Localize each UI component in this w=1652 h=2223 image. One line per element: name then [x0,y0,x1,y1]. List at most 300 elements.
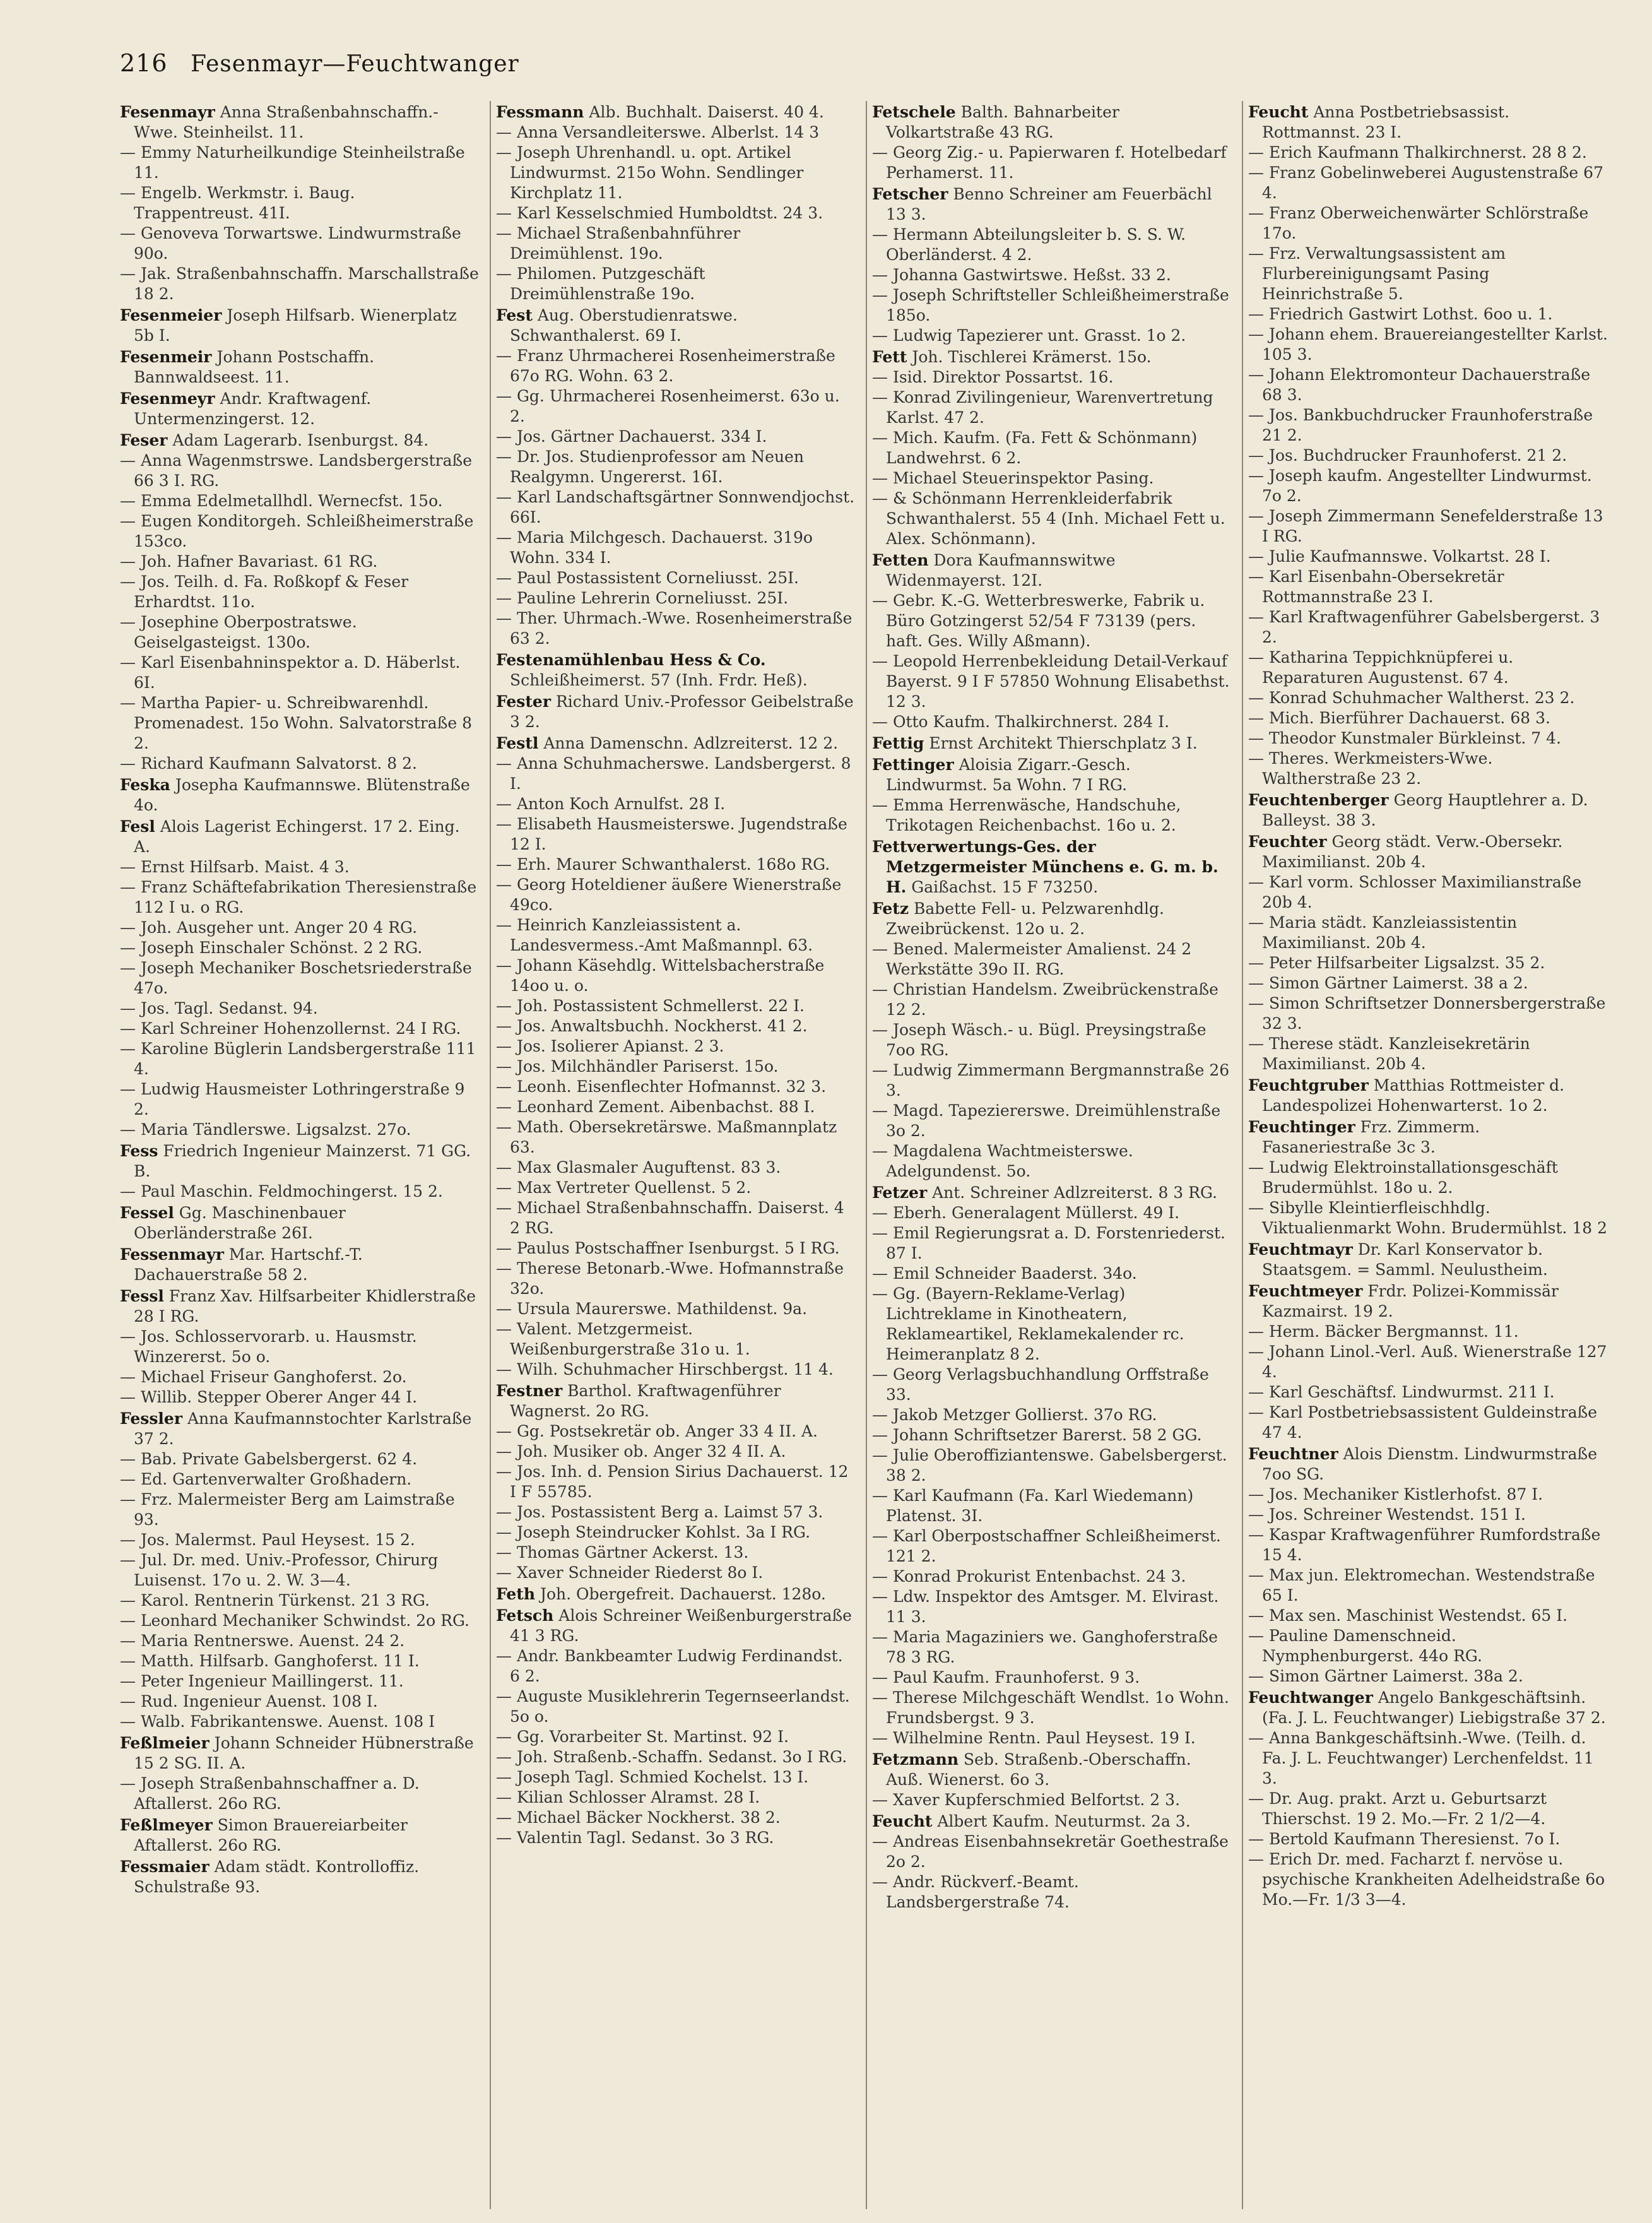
directory-entry [1248,1342,1608,1382]
entry-text: — Simon Schriftsetzer Donnersbergerstraße 32 3. [1248,994,1606,1033]
entry-text: — Erich Kaufmann Thalkirchnerst. 28 8 2. [1248,143,1587,162]
directory-entry [496,1646,856,1687]
entry-text: Alois Lagerist Echingerst. 17 2. Eing. A. [134,817,460,856]
entry-text: Matthias Rottmeister d. Landespolizei Hohenwarterst. 1o 2. [1262,1076,1565,1115]
directory-columns [120,101,1652,2209]
entry-text: — Jos. Teilh. d. Fa. Roßkopf & Feser Erhardtst. 11o. [120,572,409,611]
entry-text: — Joh. Musiker ob. Anger 32 4 II. A. [496,1442,786,1461]
directory-entry [120,1490,480,1530]
directory-entry [1248,1525,1608,1565]
entry-text: — Joh. Ausgeher unt. Anger 20 4 RG. [120,918,418,937]
directory-entry [120,1651,480,1671]
directory-entry [120,693,480,754]
entry-text: — Jos. Mechaniker Kistlerhofst. 87 I. [1248,1485,1543,1503]
directory-entry [496,692,856,732]
entry-text: — Heinrich Kanzleiassistent a. Landesvermess.-Amt Maßmannpl. 63. [496,916,813,954]
surname-heading: Fester [496,692,551,711]
directory-entry [120,999,480,1019]
directory-entry [1248,607,1608,648]
directory-entry [120,877,480,918]
entry-text: — Auguste Musiklehrerin Tegernseerlandst. 5o o. [496,1687,850,1726]
entry-text: — Max jun. Elektromechan. Westendstraße 65 I. [1248,1566,1595,1604]
directory-entry [1248,567,1608,607]
entry-text: Aloisia Zigarr.-Gesch. Lindwurmst. 5a Wohn. 7 I RG. [886,756,1131,794]
entry-text: — Emma Herrenwäsche, Handschuhe, Trikotagen Reichenbachst. 16o u. 2. [872,796,1181,834]
directory-entry [120,1712,480,1732]
directory-entry [120,1367,480,1387]
directory-entry [1248,1198,1608,1238]
directory-entry [872,388,1232,428]
directory-entry [120,1449,480,1469]
directory-entry [1248,993,1608,1034]
directory-entry [496,568,856,588]
entry-text: — Anton Koch Arnulfst. 28 I. [496,795,726,813]
directory-entry [1248,1382,1608,1402]
entry-text: Alois Schreiner Weißenburgerstraße 41 3 RG. [510,1606,852,1645]
entry-text: — Max Glasmaler Auguftenst. 83 3. [496,1158,781,1177]
directory-entry [120,1039,480,1079]
directory-entry [872,1668,1232,1688]
entry-text: — Jos. Postassistent Berg a. Laimst 57 3. [496,1503,823,1521]
entry-text: — Otto Kaufm. Thalkirchnerst. 284 I. [872,713,1170,731]
entry-text: — Michael Friseur Ganghoferst. 2o. [120,1368,407,1386]
entry-text: — Jos. Bankbuchdrucker Fraunhoferstraße 21 2. [1248,406,1593,444]
directory-entry [496,608,856,649]
directory-entry [496,1584,856,1604]
entry-text: — Maria Magaziniers we. Ganghoferstraße 78 3 RG. [872,1628,1218,1666]
entry-text: — Joh. Postassistent Schmellerst. 22 I. [496,997,805,1015]
directory-entry [1248,1606,1608,1626]
entry-text: — Andr. Rückverf.-Beamt. Landsbergerstraße 74. [872,1873,1079,1911]
entry-text: — Bened. Malermeister Amalienst. 24 2 Werkstätte 39o II. RG. [872,940,1192,978]
surname-heading: Feuchtner [1248,1445,1338,1463]
directory-entry [872,102,1232,143]
entry-text: Franz Xav. Hilfsarbeiter Khidlerstraße 28 I RG. [134,1287,476,1325]
directory-entry [872,1264,1232,1284]
directory-entry [872,1688,1232,1728]
entry-text: — Georg Zig.- u. Papierwaren f. Hotelbedarf Perhamerst. 11. [872,143,1227,182]
entry-text: — Valentin Tagl. Sedanst. 3o 3 RG. [496,1829,774,1847]
surname-heading: Fett [872,348,907,366]
directory-entry [120,491,480,511]
entry-text: — Therese städt. Kanzleisekretärin Maximilianst. 20b 4. [1248,1034,1530,1073]
surname-heading: Fesenmeir [120,348,212,366]
entry-text: — Theodor Kunstmaler Bürkleinst. 7 4. [1248,729,1561,747]
entry-text: — Karl Geschäftsf. Lindwurmst. 211 I. [1248,1383,1555,1401]
directory-entry [496,588,856,608]
entry-text: — Joseph Einschaler Schönst. 2 2 RG. [120,939,423,957]
entry-text: — Maria städt. Kanzleiassistentin Maximilianst. 20b 4. [1248,913,1518,952]
entry-text: — Paul Postassistent Corneliusst. 25I. [496,569,799,587]
page-number: 216 [120,49,168,77]
surname-heading: Feuchtmeyer [1248,1282,1363,1300]
entry-text: — Peter Hilfsarbeiter Ligsalzst. 35 2. [1248,954,1545,972]
surname-heading: Fetzer [872,1183,928,1202]
directory-entry [872,347,1232,367]
directory-entry [120,572,480,612]
entry-text: — Anna Bankgeschäftsinh.-Wwe. (Teilh. d. Fa. J. L. Feuchtwanger) Lerchenfeldst. 11 3. [1248,1729,1594,1787]
directory-entry [120,305,480,346]
directory-entry [496,1606,856,1646]
directory-entry [1248,244,1608,304]
directory-entry [1248,1728,1608,1789]
directory-entry [120,102,480,143]
entry-text: — Jakob Metzger Gollierst. 37o RG. [872,1406,1157,1424]
directory-entry [872,1872,1232,1912]
entry-text: — Franz Schäftefabrikation Theresienstraße 112 I u. o RG. [120,878,477,916]
directory-entry [872,1284,1232,1365]
directory-entry [872,367,1232,388]
entry-text: — Hermann Abteilungsleiter b. S. S. W. Oberländerst. 4 2. [872,225,1186,264]
entry-text: — Johann Linol.-Verl. Auß. Wienerstraße 127 4. [1248,1343,1607,1381]
directory-entry [872,143,1232,183]
directory-entry [1248,1322,1608,1342]
directory-entry [496,346,856,386]
entry-text: — Johann Käsehdlg. Wittelsbacherstraße 14oo u. o. [496,956,825,995]
entry-text: — Ludwig Hausmeister Lothringerstraße 9 2. [120,1080,465,1118]
entry-text: Frdr. Polizei-Kommissär Kazmairst. 19 2. [1262,1282,1559,1320]
entry-text: — Karl Eisenbahn-Obersekretär Rottmannstraße 23 I. [1248,567,1504,606]
entry-text: — Karoline Büglerin Landsbergerstraße 111 4. [120,1040,476,1078]
surname-heading: Fest [496,306,533,324]
surname-heading: Fetzmann [872,1750,959,1769]
entry-text: Frz. Zimmerm. Fasaneriestraße 3c 3. [1262,1118,1480,1156]
entry-text: — Ludwig Zimmermann Bergmannstraße 26 3. [872,1061,1230,1100]
entry-text: — Isid. Direktor Possartst. 16. [872,368,1114,386]
entry-text: Seb. Straßenb.-Oberschaffn. Auß. Wienerst. 6o 3. [886,1750,1191,1789]
entry-text: — Simon Gärtner Laimerst. 38a 2. [1248,1667,1523,1685]
surname-heading: Feser [120,431,168,449]
directory-entry [872,1790,1232,1810]
entry-text: — Erh. Maurer Schwanthalerst. 168o RG. [496,855,830,874]
entry-text: — Joseph Tagl. Schmied Kochelst. 13 I. [496,1768,809,1786]
directory-entry [120,264,480,304]
entry-text: Schleißheimerst. 57 (Inh. Frdr. Heß). [510,671,808,689]
entry-text: Aug. Oberstudienratswe. Schwanthalerst. 69 I. [510,306,738,345]
directory-entry [872,795,1232,836]
entry-text: — Eugen Konditorgeh. Schleißheimerstraße 153co. [120,512,474,550]
directory-entry [872,265,1232,285]
directory-entry [496,1259,856,1299]
surname-heading: Fettinger [872,756,954,774]
entry-text: — Magd. Tapeziererswe. Dreimühlenstraße 3o 2. [872,1101,1221,1140]
directory-entry [1248,163,1608,203]
entry-text: — Therese Milchgeschäft Wendlst. 1o Wohn. Frundsbergst. 9 3. [872,1688,1229,1727]
entry-text: Mar. Hartschf.-T. Dachauerstraße 58 2. [134,1245,363,1284]
entry-text: Adam Lagerarb. Isenburgst. 84. [172,431,429,449]
directory-entry [1248,708,1608,728]
directory-entry [120,612,480,653]
directory-entry [120,1387,480,1408]
directory-entry [1248,1565,1608,1606]
entry-text: — Johanna Gastwirtswe. Heßst. 33 2. [872,266,1171,284]
directory-entry [496,1158,856,1178]
directory-entry [120,1530,480,1550]
directory-entry [1248,365,1608,405]
entry-text: — Gg. (Bayern-Reklame-Verlag) Lichtreklame in Kinotheatern, Reklameartikel, Reklamekalender rc. Heimeranplatz 8 2. [872,1284,1184,1363]
directory-entry [496,1442,856,1462]
surname-heading: Feuchtmayr [1248,1240,1353,1259]
entry-text: — Friedrich Gastwirt Lothst. 6oo u. 1. [1248,305,1553,323]
entry-text: — Valent. Metzgermeist. Weißenburgerstraße 31o u. 1. [496,1320,750,1358]
directory-entry [496,875,856,915]
entry-text: — Ludwig Tapezierer unt. Grasst. 1o 2. [872,326,1186,345]
entry-text: Angelo Bankgeschäftsinh. (Fa. J. L. Feuchtwanger) Liebigstraße 37 2. [1262,1688,1606,1727]
directory-entry [496,1543,856,1563]
directory-entry [120,183,480,223]
entry-text: Dora Kaufmannswitwe Widenmayerst. 12I. [886,551,1116,590]
directory-entry [872,1587,1232,1627]
entry-text: — Jos. Milchhändler Pariserst. 15o. [496,1057,779,1076]
directory-entry [120,653,480,693]
entry-text: — Erich Dr. med. Facharzt f. nervöse u. psychische Krankheiten Adelheidstraße 6o Mo.—Fr. 1/3 3—4. [1248,1850,1605,1909]
entry-text: — Konrad Zivilingenieur, Warenvertretung Karlst. 47 2. [872,388,1213,427]
surname-heading: Fessenmayr [120,1245,224,1264]
directory-entry [496,1077,856,1097]
entry-text: — Xaver Kupferschmied Belfortst. 2 3. [872,1791,1181,1809]
directory-entry [496,223,856,264]
entry-text: — Thomas Gärtner Ackerst. 13. [496,1543,749,1562]
directory-entry [872,550,1232,591]
entry-text: — Jos. Inh. d. Pension Sirius Dachauerst. 12 I F 55785. [496,1462,849,1501]
entry-text: — Jos. Buchdrucker Fraunhoferst. 21 2. [1248,446,1567,465]
surname-heading: Fesenmayr [120,103,215,121]
entry-text: — Gebr. K.-G. Wetterbreswerke, Fabrik u. Büro Gotzingerst 52/54 F 73139 (pers. haft. Ges. Willy Aßmann). [872,591,1205,650]
directory-entry [872,1627,1232,1668]
surname-heading: Feuchtenberger [1248,791,1389,809]
entry-text: — & Schönmann Herrenkleiderfabrik Schwanthalerst. 55 4 (Inh. Michael Fett u. Alex. Schönmann). [872,489,1225,548]
surname-heading: Fessmaier [120,1858,209,1876]
directory-entry [872,899,1232,939]
entry-text: — Leonhard Zement. Aibenbachst. 88 I. [496,1098,815,1116]
entry-text: — Georg Verlagsbuchhandlung Orffstraße 33. [872,1365,1209,1404]
entry-text: — Max Vertreter Quellenst. 5 2. [496,1178,752,1197]
entry-text: — Walb. Fabrikantenswe. Auenst. 108 I [120,1712,435,1731]
entry-text: — Elisabeth Hausmeisterswe. Jugendstraße 12 I. [496,815,847,853]
surname-heading: Feuchter [1248,833,1327,851]
directory-entry [1248,648,1608,688]
entry-text: Joh. Tischlerei Krämerst. 15o. [912,348,1152,366]
entry-text: Joseph Hilfsarb. Wienerplatz 5b I. [134,306,457,345]
entry-text: — Joseph Zimmermann Senefelderstraße 13 I RG. [1248,507,1603,545]
surname-heading: Feth [496,1585,536,1603]
entry-text: — Emil Schneider Baaderst. 34o. [872,1264,1137,1283]
entry-text: Johann Schneider Hübnerstraße 15 2 SG. II. A. [134,1734,474,1772]
column-2 [490,101,856,2209]
directory-entry [872,468,1232,489]
directory-entry [872,1060,1232,1101]
directory-entry [872,1223,1232,1264]
directory-entry [496,447,856,487]
entry-text: — Paul Kaufm. Fraunhoferst. 9 3. [872,1668,1140,1687]
entry-text: Andr. Kraftwagenf. Untermenzingerst. 12. [134,389,372,428]
directory-entry [120,1245,480,1285]
surname-heading: Fesenmeyr [120,389,215,408]
directory-entry [872,1203,1232,1223]
directory-entry [496,427,856,447]
entry-text: — Konrad Schuhmacher Waltherst. 23 2. [1248,689,1575,707]
directory-entry [496,1319,856,1360]
directory-entry [872,1365,1232,1405]
entry-text: Benno Schreiner am Feuerbächl 13 3. [886,185,1212,223]
directory-entry [872,1811,1232,1832]
directory-entry [1248,324,1608,365]
surname-heading: Feuchtwanger [1248,1688,1373,1707]
entry-text: — Karl Eisenbahninspektor a. D. Häberlst. 6I. [120,653,461,692]
surname-heading: Fetten [872,551,929,569]
surname-heading: Festl [496,734,539,752]
directory-entry [872,1425,1232,1445]
entry-text: — Johann ehem. Brauereiangestellter Karlst. 105 3. [1248,325,1608,364]
entry-text: — Konrad Prokurist Entenbachst. 24 3. [872,1567,1186,1586]
entry-text: — Eberh. Generalagent Müllerst. 49 I. [872,1204,1180,1222]
directory-entry [1248,547,1608,567]
surname-heading: Feucht [872,1812,933,1830]
entry-text: Simon Brauereiarbeiter Aftallerst. 26o RG. [134,1816,408,1854]
entry-text: — Jos. Anwaltsbuchh. Nockherst. 41 2. [496,1017,808,1035]
entry-text: — Karl vorm. Schlosser Maximilianstraße 20b 4. [1248,873,1582,911]
entry-text: Georg Hauptlehrer a. D. Balleyst. 38 3. [1262,791,1588,829]
entry-text: — Jos. Schreiner Westendst. 151 I. [1248,1505,1526,1524]
entry-text: — Joseph Straßenbahnschaffner a. D. Aftallerst. 26o RG. [120,1774,420,1813]
directory-entry [872,1405,1232,1425]
entry-text: — Johann Elektromonteur Dachauerstraße 68 3. [1248,365,1591,404]
directory-entry [872,651,1232,712]
entry-text: Johann Postschaffn. Bannwaldseest. 11. [134,348,375,386]
entry-text: — Joseph Mechaniker Boschetsriederstraße 47o. [120,959,472,997]
entry-text: Josepha Kaufmannswe. Blütenstraße 4o. [134,776,470,814]
entry-text: — Franz Gobelinweberei Augustenstraße 67 4. [1248,163,1603,202]
directory-entry [872,184,1232,225]
entry-text: — Gg. Vorarbeiter St. Martinst. 92 I. [496,1728,789,1746]
entry-text: — Wilhelmine Rentn. Paul Heysest. 19 I. [872,1729,1196,1747]
surname-heading: Fess [120,1142,158,1160]
directory-entry [496,487,856,528]
entry-text: — Franz Uhrmacherei Rosenheimerstraße 67o RG. Wohn. 63 2. [496,347,835,385]
directory-entry [1248,1505,1608,1525]
entry-text: — Jak. Straßenbahnschaffn. Marschallstraße 18 2. [120,264,479,303]
surname-heading: Feucht [1248,103,1309,121]
entry-text: — Willib. Stepper Oberer Anger 44 I. [120,1388,418,1406]
directory-entry [1248,872,1608,913]
directory-entry [496,1097,856,1117]
entry-text: — Frz. Verwaltungsassistent am Flurbereinigungsamt Pasing Heinrichstraße 5. [1248,244,1506,303]
entry-text: — Paul Maschin. Feldmochingerst. 15 2. [120,1182,443,1200]
entry-text: — Gg. Postsekretär ob. Anger 33 4 II. A. [496,1422,818,1440]
entry-text: — Julie Kaufmannswe. Volkartst. 28 I. [1248,547,1551,566]
directory-entry [496,264,856,304]
directory-entry [496,1117,856,1158]
entry-text: — Karol. Rentnerin Türkenst. 21 3 RG. [120,1591,430,1609]
entry-text: — Karl Schreiner Hohenzollernst. 24 I RG. [120,1019,461,1038]
directory-entry [120,1327,480,1367]
directory-entry [496,1238,856,1259]
directory-entry [1248,1688,1608,1728]
directory-entry [1248,1789,1608,1829]
directory-entry [872,1832,1232,1872]
directory-entry [496,122,856,143]
directory-entry [1248,1402,1608,1443]
entry-text: — Joseph Schriftsteller Schleißheimerstraße 185o. [872,286,1229,324]
entry-text: — Maria Tändlerswe. Ligsalzst. 27o. [120,1120,411,1139]
directory-entry [1248,405,1608,446]
directory-entry [872,1486,1232,1526]
directory-entry [120,1671,480,1692]
directory-entry [872,1183,1232,1203]
directory-entry [120,347,480,388]
surname-heading: Feska [120,776,170,794]
directory-entry [120,754,480,774]
entry-text: — Emmy Naturheilkundige Steinheilstraße 11. [120,143,465,182]
directory-entry [1248,1485,1608,1505]
entry-text: — Simon Gärtner Laimerst. 38 a 2. [1248,974,1528,992]
directory-entry [496,1178,856,1198]
directory-entry [120,223,480,264]
directory-entry [120,1631,480,1651]
header-range: Fesenmayr—Feuchtwanger [190,51,519,77]
column-3 [866,101,1232,2209]
surname-heading: Festner [496,1382,563,1400]
directory-entry [1248,446,1608,466]
directory-entry [120,1733,480,1774]
surname-heading: Fesenmeier [120,306,222,324]
entry-text: — Ther. Uhrmach.-Wwe. Rosenheimerstraße 63 2. [496,609,853,648]
entry-text: — Michael Straßenbahnschaffn. Daiserst. 4 2 RG. [496,1199,844,1237]
entry-text: Alois Dienstm. Lindwurmstraße 7oo SG. [1262,1445,1597,1483]
directory-entry [120,430,480,451]
entry-text: — Emil Regierungsrat a. D. Forstenriederst. 87 I. [872,1224,1225,1262]
directory-entry [120,1815,480,1856]
entry-text: — Jos. Tagl. Sedanst. 94. [120,999,318,1017]
directory-entry [1248,832,1608,872]
directory-entry [496,1360,856,1380]
entry-text: — Pauline Lehrerin Corneliusst. 25I. [496,589,789,607]
entry-text: — Jos. Gärtner Dachauerst. 334 I. [496,427,767,446]
entry-text: — Joh. Straßenb.-Schaffn. Sedanst. 3o I RG. [496,1748,847,1766]
surname-heading: Feßlmeier [120,1734,209,1752]
directory-entry [120,552,480,572]
column-1 [120,101,480,2209]
directory-entry [1248,728,1608,749]
entry-text: Joh. Obergefreit. Dachauerst. 128o. [540,1585,826,1603]
entry-text: — Rud. Ingenieur Auenst. 108 I. [120,1692,378,1710]
directory-entry [1248,688,1608,708]
directory-entry [496,1016,856,1036]
directory-entry [496,1727,856,1747]
directory-entry [120,1203,480,1243]
directory-entry [1248,143,1608,163]
entry-text: — Katharina Teppichknüpferei u. Reparaturen Augustenst. 67 4. [1248,648,1514,687]
entry-text: — Johann Schriftsetzer Barerst. 58 2 GG. [872,1426,1202,1444]
entry-text: Anna Postbetriebsassist. Rottmannst. 23 I. [1262,103,1510,141]
directory-entry [1248,1281,1608,1322]
directory-entry [496,143,856,203]
entry-text: Richard Univ.-Professor Geibelstraße 3 2. [510,692,854,731]
directory-entry [1248,1626,1608,1666]
entry-text: — Andreas Eisenbahnsekretär Goethestraße 2o 2. [872,1832,1229,1871]
directory-entry [872,1020,1232,1060]
entry-text: — Bertold Kaufmann Theresienst. 7o I. [1248,1830,1561,1848]
surname-heading: Fetsch [496,1606,554,1625]
entry-text: — Ldw. Inspektor des Amtsger. M. Elvirast. 11 3. [872,1587,1219,1626]
directory-entry [496,1299,856,1319]
directory-entry [120,1692,480,1712]
directory-entry [872,939,1232,980]
entry-text: — Max sen. Maschinist Westendst. 65 I. [1248,1606,1568,1625]
entry-text: Georg städt. Verw.-Obersekr. Maximilianst. 20b 4. [1262,833,1563,871]
directory-entry [872,489,1232,549]
entry-text: — Gg. Uhrmacherei Rosenheimerst. 63o u. 2. [496,387,840,425]
